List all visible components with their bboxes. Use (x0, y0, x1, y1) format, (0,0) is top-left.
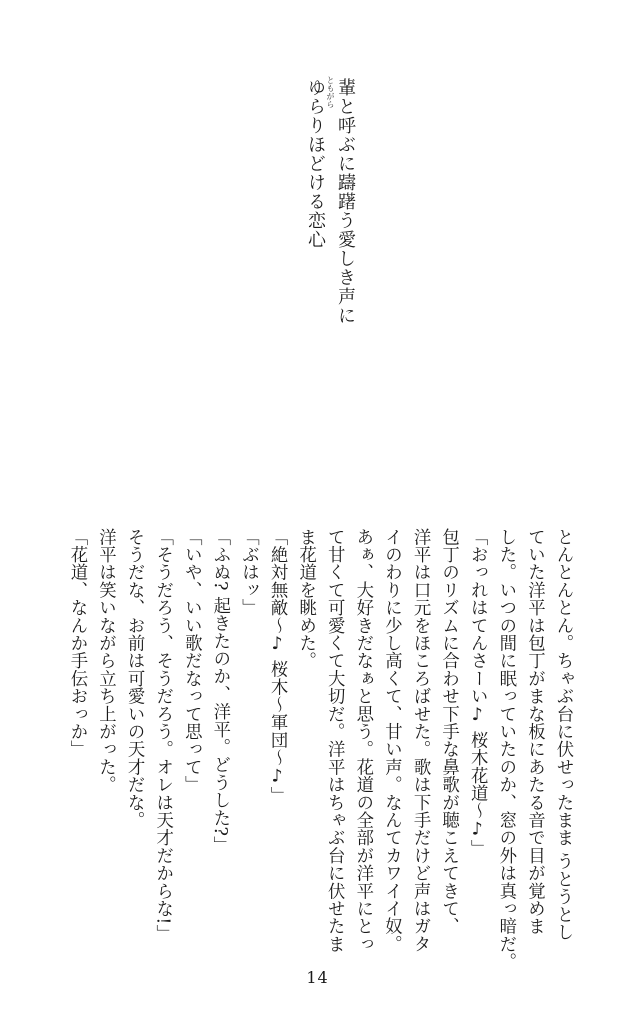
body-line: イのわりに少し高くて、甘い声。なんてカワイイ奴。 (381, 528, 402, 953)
title-line-1: 輩と呼ぶに躊躇う愛しき声に (335, 78, 356, 325)
body-line: 「おっれはてんさーい♪ 桜木花道〜♪」 (467, 528, 488, 858)
body-line: 「ぶはッ」 (238, 528, 259, 617)
body-line: 「いや、いい歌だなって思って」 (181, 528, 202, 794)
title-ruby: ともがら (326, 76, 335, 108)
body-line: あぁ、大好きだなぁと思う。花道の全部が洋平にとっ (352, 528, 373, 953)
body-line: そうだな、お前は可愛いの天才だな。 (124, 528, 145, 829)
body-line: ていた洋平は包丁がまな板にあたる音で目が覚めま (524, 528, 545, 936)
body-line: した。いつの間に眠っていたのか、窓の外は真っ暗だ。 (495, 528, 516, 971)
body-line: とんとんとん。ちゃぶ台に伏せったまま うとうとし (553, 528, 573, 941)
body-line: 洋平は口元をほころばせた。歌は下手だけど声はガタ (410, 528, 431, 953)
body-text (62, 528, 577, 971)
body-line: ま花道を眺めた。 (295, 528, 316, 670)
body-line: 包丁のリズムに合わせ下手な鼻歌が聴こえてきて、 (438, 528, 459, 936)
chapter-title (300, 78, 360, 338)
body-line: 「絶対無敵〜♪ 桜木〜軍団〜♪」 (267, 528, 288, 805)
body-line: 「そうだろう、そうだろう。オレは天才だからな!」 (152, 528, 173, 943)
body-line: 洋平は笑いながら立ち上がった。 (95, 528, 116, 794)
page-number: 14 (306, 968, 329, 987)
body-line: 「ふぬ? 起きたのか、洋平。どうした?」 (209, 528, 230, 854)
title-line-2: ゆらりほどける恋心 (305, 78, 326, 249)
body-line: 「花道、なんか手伝おっか」 (66, 528, 87, 759)
body-line: て甘くて可愛くて大切だ。洋平はちゃぶ台に伏せたま (324, 528, 345, 953)
